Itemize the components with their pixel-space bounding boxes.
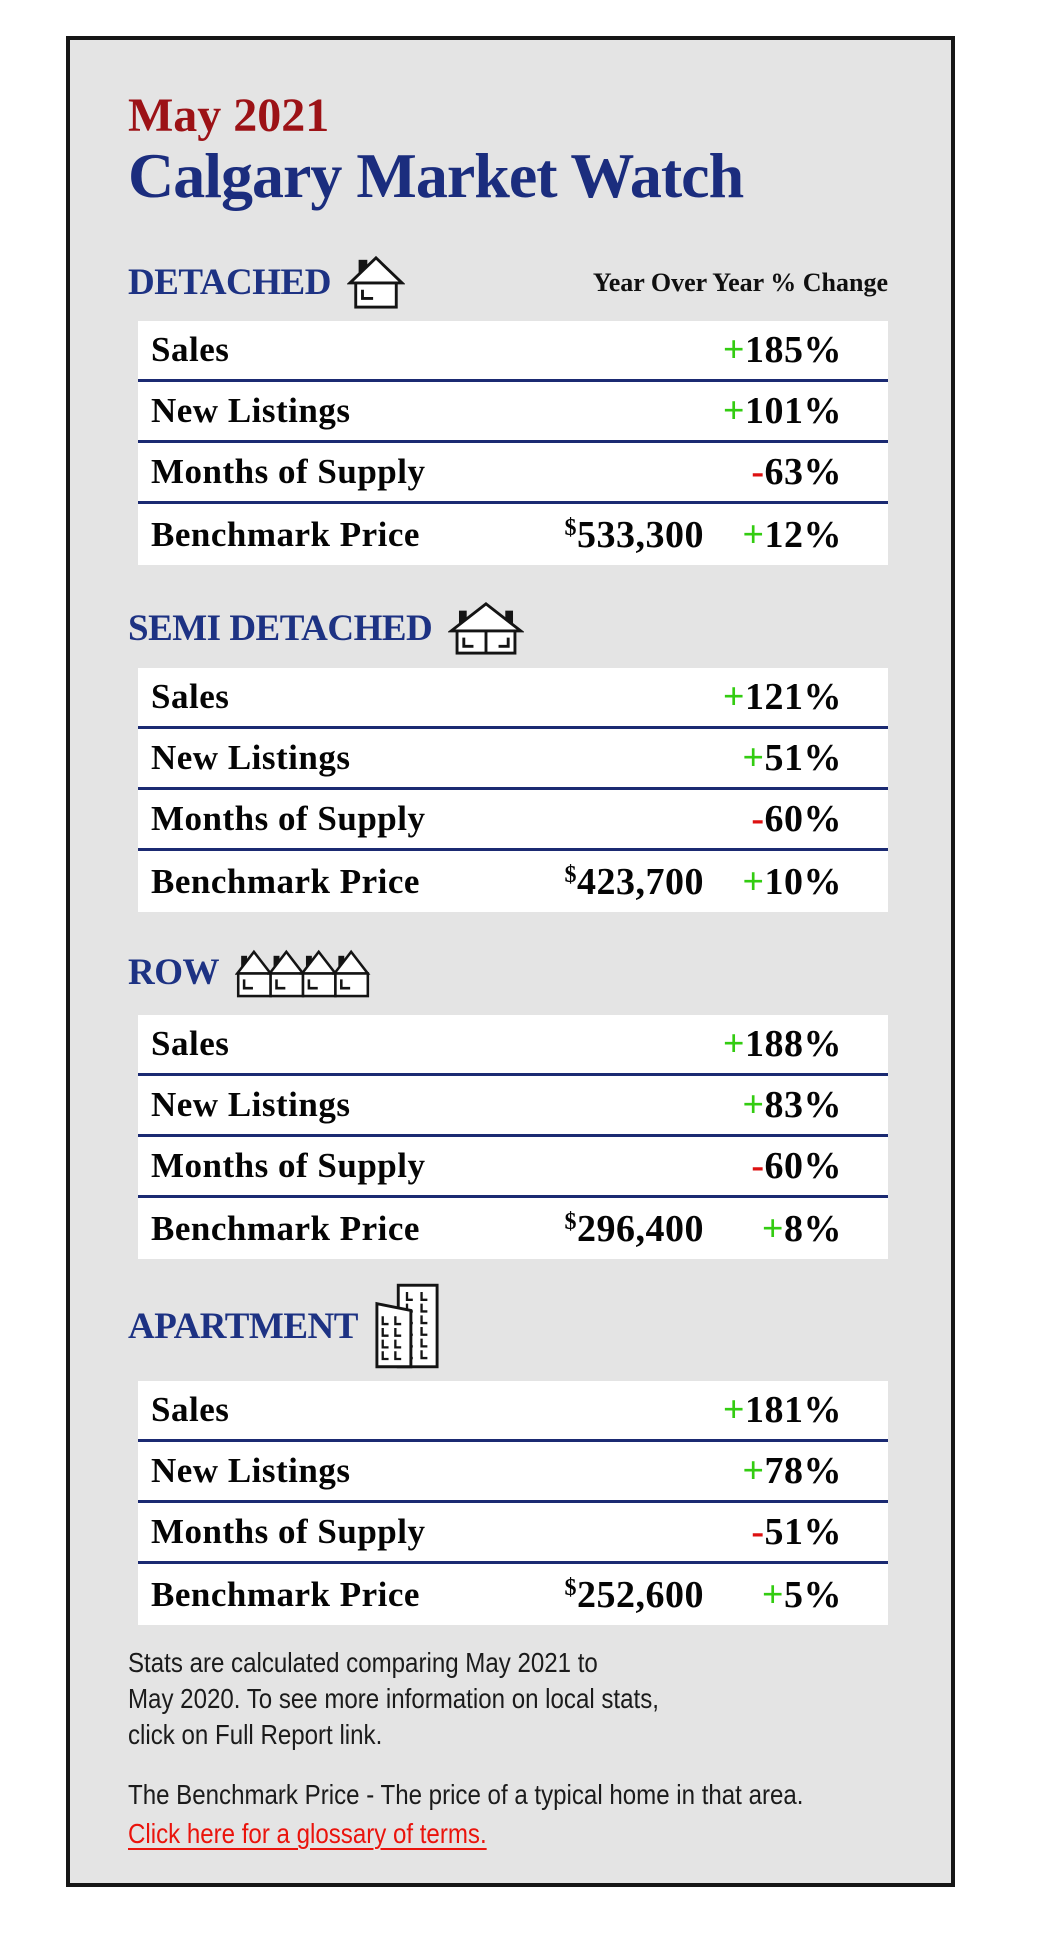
change-sign: +	[722, 390, 745, 433]
stat-row	[138, 1015, 888, 1076]
stat-label: Sales	[151, 330, 230, 370]
stat-label: New Listings	[151, 738, 351, 778]
change-sign: +	[742, 1450, 765, 1493]
stat-row	[138, 1381, 888, 1442]
stat-row	[138, 504, 888, 565]
stat-label: Benchmark Price	[151, 861, 420, 901]
stats-note-line: click on Full Report link.	[128, 1718, 383, 1750]
change-sign: +	[761, 1207, 784, 1250]
report-period: May 2021	[128, 89, 330, 142]
stat-label: Months of Supply	[151, 1512, 426, 1552]
stat-change-value: +10%	[742, 860, 842, 903]
currency-symbol: $	[564, 1574, 577, 1601]
stat-label: Benchmark Price	[151, 1574, 420, 1614]
stat-change-value: +83%	[742, 1084, 842, 1127]
stat-label: New Listings	[151, 1085, 351, 1125]
currency-symbol: $	[564, 861, 577, 888]
stat-row	[138, 1076, 888, 1137]
stat-label: Sales	[151, 677, 230, 717]
stats-note-line: Stats are calculated comparing May 2021 to	[128, 1647, 598, 1679]
section-header	[128, 945, 888, 999]
stat-change-value: -60%	[751, 798, 842, 841]
stat-change-value: +101%	[722, 390, 842, 433]
section-header	[128, 255, 888, 310]
row-houses-icon	[235, 945, 373, 999]
stat-label: Months of Supply	[151, 1146, 426, 1186]
stat-change-value: +185%	[722, 329, 842, 372]
stat-change-value: -51%	[751, 1511, 842, 1554]
stat-row	[138, 851, 888, 912]
stat-change-value: +5%	[761, 1573, 842, 1616]
yoy-change-header: Year Over Year % Change	[592, 267, 888, 297]
stat-label: Months of Supply	[151, 452, 426, 492]
stat-label: Benchmark Price	[151, 514, 420, 554]
stat-label: Benchmark Price	[151, 1208, 420, 1248]
apartment-buildings-icon	[374, 1282, 440, 1370]
section-detached	[70, 255, 951, 565]
stat-change-value: +12%	[742, 513, 842, 556]
stat-row	[138, 382, 888, 443]
stat-row	[138, 1137, 888, 1198]
change-sign: +	[722, 329, 745, 372]
sections-container	[70, 255, 951, 1625]
stat-label: Sales	[151, 1024, 230, 1064]
section-row	[70, 945, 951, 1259]
change-sign: -	[751, 1145, 765, 1188]
change-sign: +	[722, 1389, 745, 1432]
stat-change-value: -60%	[751, 1145, 842, 1188]
benchmark-price-value: $296,400	[564, 1207, 704, 1250]
stat-label: New Listings	[151, 1451, 351, 1491]
stat-label: New Listings	[151, 391, 351, 431]
change-sign: +	[742, 1084, 765, 1127]
stat-change-value: +188%	[722, 1023, 842, 1066]
change-sign: +	[742, 513, 765, 556]
change-sign: +	[722, 1023, 745, 1066]
stat-label: Months of Supply	[151, 799, 426, 839]
stat-row	[138, 668, 888, 729]
stat-row	[138, 1503, 888, 1564]
stat-row	[138, 790, 888, 851]
stats-note-line: May 2020. To see more information on local stats,	[128, 1683, 659, 1715]
stats-table	[138, 1381, 888, 1625]
change-sign: +	[742, 860, 765, 903]
semi-detached-house-icon	[448, 601, 524, 656]
currency-symbol: $	[564, 514, 577, 541]
benchmark-price-value: $423,700	[564, 860, 704, 903]
change-sign: +	[722, 676, 745, 719]
stat-change-value: +181%	[722, 1389, 842, 1432]
footer	[128, 1645, 951, 1851]
market-watch-card	[66, 36, 955, 1887]
stat-change-value: +121%	[722, 676, 842, 719]
section-title: DETACHED	[128, 262, 331, 304]
change-sign: -	[751, 798, 765, 841]
section-title: APARTMENT	[128, 1305, 358, 1347]
change-sign: -	[751, 1511, 765, 1554]
stat-change-value: -63%	[751, 451, 842, 494]
stat-change-value: +8%	[761, 1207, 842, 1250]
benchmark-price-value: $533,300	[564, 513, 704, 556]
stat-row	[138, 1564, 888, 1625]
section-title: ROW	[128, 951, 219, 993]
detached-house-icon	[347, 255, 405, 310]
benchmark-price-value: $252,600	[564, 1573, 704, 1616]
change-sign: -	[751, 451, 765, 494]
benchmark-definition: The Benchmark Price - The price of a typical home in that area.	[128, 1778, 804, 1810]
stat-change-value: +51%	[742, 737, 842, 780]
section-header	[128, 1282, 888, 1370]
section-header	[128, 601, 888, 656]
stat-row	[138, 1442, 888, 1503]
stats-table	[138, 321, 888, 565]
stat-label: Sales	[151, 1390, 230, 1430]
section-apartment	[70, 1282, 951, 1625]
section-semi	[70, 601, 951, 912]
change-sign: +	[761, 1573, 784, 1616]
stats-table	[138, 668, 888, 912]
stat-row	[138, 1198, 888, 1259]
change-sign: +	[742, 737, 765, 780]
stats-note	[128, 1645, 836, 1752]
stat-row	[138, 729, 888, 790]
glossary-link[interactable]: Click here for a glossary of terms.	[128, 1817, 487, 1849]
currency-symbol: $	[564, 1208, 577, 1235]
stat-row	[138, 443, 888, 504]
stats-table	[138, 1015, 888, 1259]
stat-row	[138, 321, 888, 382]
section-title: SEMI DETACHED	[128, 608, 433, 650]
page-title: Calgary Market Watch	[128, 140, 744, 211]
stat-change-value: +78%	[742, 1450, 842, 1493]
